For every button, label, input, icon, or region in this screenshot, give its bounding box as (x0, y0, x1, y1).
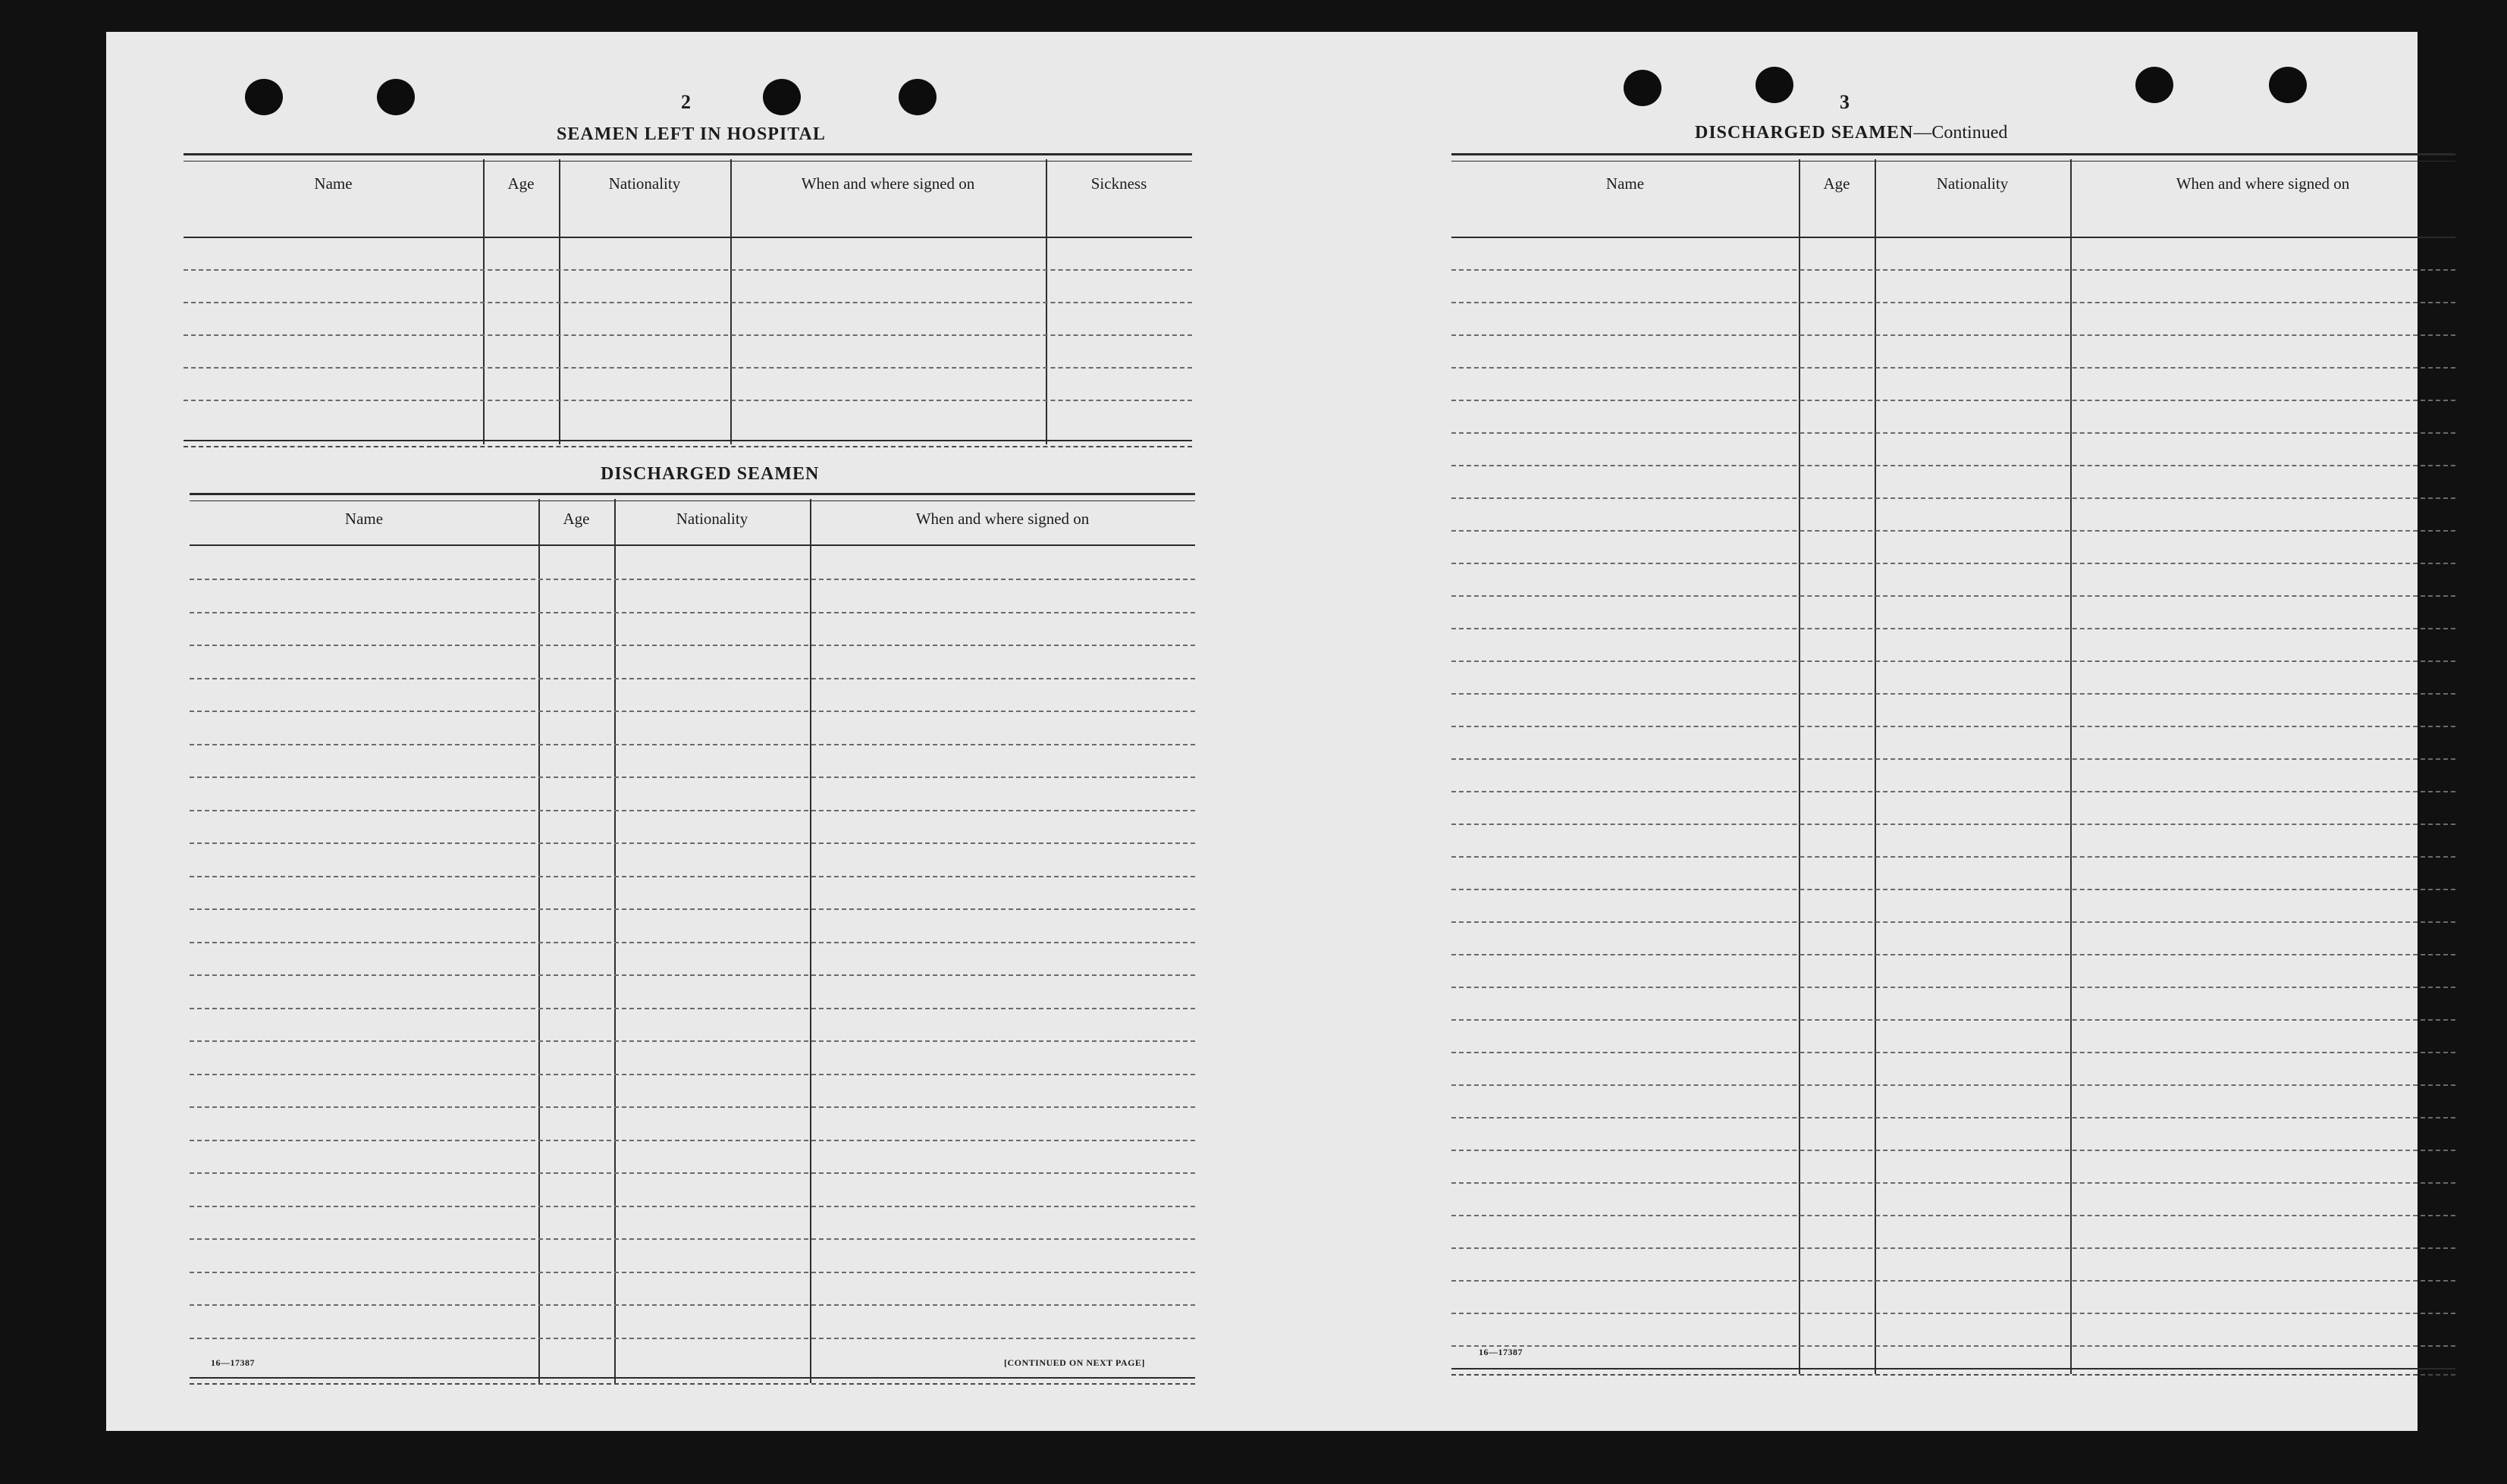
table-row (184, 334, 1192, 336)
table-row (1451, 1215, 2455, 1216)
column-header-name: Name (314, 174, 353, 193)
page-number: 2 (681, 91, 691, 113)
table-row (1451, 987, 2455, 988)
column-divider (1799, 159, 1800, 1374)
table-row (1451, 432, 2455, 434)
table-row (1451, 595, 2455, 597)
header-rule (190, 544, 1195, 546)
table-row (190, 1040, 1195, 1042)
column-header-signed-on: When and where signed on (801, 174, 975, 193)
table-row (190, 579, 1195, 580)
table-row (190, 1238, 1195, 1240)
table-bottom-rule (1451, 1368, 2455, 1376)
table-row (190, 678, 1195, 679)
table-row (1451, 889, 2455, 890)
continued-note: [CONTINUED ON NEXT PAGE] (1004, 1357, 1145, 1368)
table-row (1451, 1084, 2455, 1086)
column-header-name: Name (1605, 174, 1645, 193)
hospital-section-title: SEAMEN LEFT IN HOSPITAL (557, 124, 826, 144)
table-row (1451, 302, 2455, 303)
column-header-age: Age (563, 510, 590, 528)
table-row (1451, 1345, 2455, 1347)
table-row (190, 1106, 1195, 1108)
table-row (1451, 1150, 2455, 1151)
table-bottom-rule (190, 1377, 1195, 1385)
punch-hole (1756, 67, 1793, 103)
table-row (1451, 660, 2455, 662)
right-page (1262, 32, 2418, 1431)
table-row (1451, 1280, 2455, 1282)
discharged-continued-title (1695, 123, 2007, 143)
table-row (1451, 465, 2455, 466)
table-row (190, 810, 1195, 811)
column-header-nationality: Nationality (1936, 174, 2009, 193)
table-row (190, 942, 1195, 943)
table-row (190, 1206, 1195, 1207)
table-row (190, 876, 1195, 877)
table-row (184, 367, 1192, 369)
table-row (1451, 628, 2455, 629)
table-row (1451, 1313, 2455, 1314)
table-row (1451, 791, 2455, 792)
punch-hole (2269, 67, 2307, 103)
column-header-sickness: Sickness (1090, 174, 1147, 193)
column-divider (614, 499, 616, 1383)
table-row (1451, 1019, 2455, 1021)
table-row (190, 1008, 1195, 1009)
table-row (1451, 269, 2455, 271)
table-row (1451, 367, 2455, 369)
header-rule (1451, 237, 2455, 238)
table-row (190, 612, 1195, 613)
table-row (1451, 824, 2455, 825)
table-top-rule (184, 153, 1192, 162)
table-row (1451, 921, 2455, 923)
column-divider (538, 499, 540, 1383)
table-row (190, 1074, 1195, 1075)
column-divider (1875, 159, 1876, 1374)
column-divider (810, 499, 811, 1383)
punch-hole (377, 79, 415, 115)
table-row (1451, 1052, 2455, 1053)
punch-hole (1624, 70, 1661, 106)
table-row (1451, 954, 2455, 955)
column-header-age: Age (507, 174, 535, 193)
table-bottom-rule (184, 440, 1192, 447)
table-row (1451, 693, 2455, 695)
table-row (1451, 530, 2455, 532)
table-row (190, 1272, 1195, 1273)
table-top-rule (190, 493, 1195, 501)
table-row (190, 842, 1195, 844)
table-row (184, 269, 1192, 271)
table-row (1451, 726, 2455, 727)
table-row (1451, 334, 2455, 336)
column-header-signed-on: When and where signed on (2176, 174, 2350, 193)
column-header-nationality: Nationality (676, 510, 748, 528)
table-row (190, 1172, 1195, 1174)
form-number: 16—17387 (1479, 1347, 1523, 1357)
table-row (184, 302, 1192, 303)
page-number: 3 (1840, 91, 1850, 113)
table-row (190, 744, 1195, 745)
header-rule (184, 237, 1192, 238)
punch-hole (763, 79, 801, 115)
table-row (190, 1338, 1195, 1339)
column-header-name: Name (344, 510, 384, 528)
table-row (1451, 1247, 2455, 1249)
table-row (1451, 758, 2455, 760)
table-row (1451, 497, 2455, 499)
column-divider (2070, 159, 2072, 1374)
table-row (1451, 400, 2455, 401)
left-page (106, 32, 1262, 1431)
punch-hole (2135, 67, 2173, 103)
column-header-nationality: Nationality (608, 174, 681, 193)
table-row (1451, 1182, 2455, 1184)
discharged-continued-table (1451, 153, 2455, 1376)
section-title-main: DISCHARGED SEAMEN (1695, 123, 1914, 143)
table-row (184, 400, 1192, 401)
table-row (190, 645, 1195, 646)
table-row (1451, 1117, 2455, 1118)
table-row (190, 974, 1195, 976)
table-row (1451, 856, 2455, 858)
punch-hole (245, 79, 283, 115)
table-row (190, 1304, 1195, 1306)
table-row (190, 777, 1195, 778)
table-row (1451, 563, 2455, 564)
table-row (190, 1140, 1195, 1141)
table-row (190, 908, 1195, 910)
discharged-section-title: DISCHARGED SEAMEN (601, 464, 820, 484)
form-number: 16—17387 (211, 1357, 255, 1368)
column-header-age: Age (1823, 174, 1850, 193)
discharged-table (190, 493, 1195, 1386)
punch-hole (899, 79, 937, 115)
hospital-table (184, 153, 1192, 446)
scanned-document (106, 32, 2418, 1431)
table-row (190, 711, 1195, 712)
table-top-rule (1451, 153, 2455, 162)
section-title-suffix: —Continued (1913, 123, 2008, 143)
column-header-signed-on: When and where signed on (915, 510, 1090, 528)
